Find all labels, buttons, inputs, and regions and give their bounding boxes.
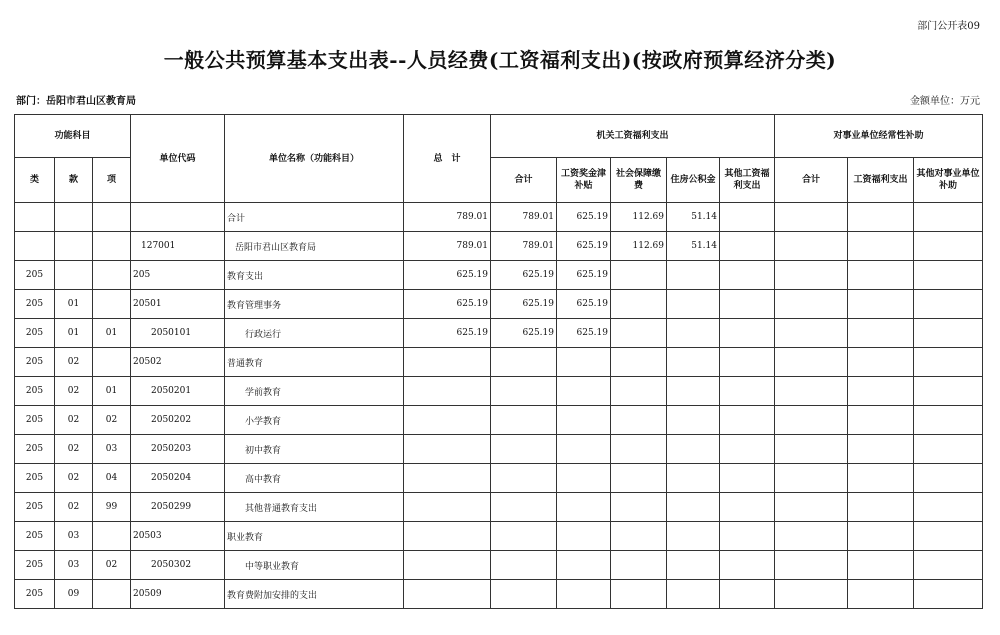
table-row [15, 290, 983, 319]
cell-kuan: 03 [55, 522, 93, 551]
cell-lei: 205 [15, 377, 55, 406]
cell-kuan: 03 [55, 551, 93, 580]
cell-subsidy-wage [848, 406, 914, 435]
cell-kuan: 01 [55, 290, 93, 319]
cell-total: 625.19 [404, 261, 491, 290]
header-subsidy-wage: 工资福利支出 [848, 158, 914, 203]
cell-subsidy-sum [775, 377, 848, 406]
cell-unit-name: 其他普通教育支出 [225, 493, 404, 522]
cell-subsidy-other [914, 551, 983, 580]
cell-subsidy-sum [775, 464, 848, 493]
cell-agency-social [611, 464, 667, 493]
cell-subsidy-other [914, 319, 983, 348]
cell-unit-code: 20509 [131, 580, 225, 609]
table-row [15, 522, 983, 551]
cell-lei: 205 [15, 406, 55, 435]
cell-unit-code: 2050201 [131, 377, 225, 406]
cell-subsidy-other [914, 232, 983, 261]
cell-kuan: 09 [55, 580, 93, 609]
cell-agency-housing: 51.14 [667, 203, 720, 232]
cell-agency-wage [557, 377, 611, 406]
cell-agency-wage [557, 522, 611, 551]
cell-subsidy-other [914, 406, 983, 435]
cell-unit-name: 教育支出 [225, 261, 404, 290]
cell-agency-housing [667, 493, 720, 522]
cell-subsidy-sum [775, 406, 848, 435]
form-number: 部门公开表09 [917, 21, 980, 32]
header-agency-wage: 工资奖金津补贴 [557, 158, 611, 203]
cell-total [404, 406, 491, 435]
cell-agency-housing [667, 435, 720, 464]
table-row [15, 377, 983, 406]
cell-xiang: 02 [93, 551, 131, 580]
cell-agency-wage [557, 580, 611, 609]
cell-total [404, 551, 491, 580]
cell-subsidy-wage [848, 522, 914, 551]
cell-xiang: 01 [93, 319, 131, 348]
cell-total [404, 493, 491, 522]
cell-total [404, 435, 491, 464]
cell-xiang: 02 [93, 406, 131, 435]
cell-agency-sum [491, 493, 557, 522]
cell-agency-wage: 625.19 [557, 319, 611, 348]
cell-agency-other [720, 319, 775, 348]
cell-xiang: 04 [93, 464, 131, 493]
cell-unit-name: 学前教育 [225, 377, 404, 406]
cell-kuan: 02 [55, 348, 93, 377]
header-agency-other: 其他工资福利支出 [720, 158, 775, 203]
budget-table [14, 114, 983, 609]
cell-unit-code: 2050202 [131, 406, 225, 435]
cell-subsidy-sum [775, 290, 848, 319]
table-row [15, 348, 983, 377]
header-agency-housing: 住房公积金 [667, 158, 720, 203]
cell-xiang: 03 [93, 435, 131, 464]
cell-total [404, 580, 491, 609]
cell-agency-housing [667, 551, 720, 580]
cell-subsidy-sum [775, 493, 848, 522]
cell-agency-housing [667, 319, 720, 348]
cell-agency-other [720, 261, 775, 290]
cell-agency-housing [667, 406, 720, 435]
cell-xiang [93, 580, 131, 609]
cell-unit-code: 2050101 [131, 319, 225, 348]
cell-unit-code: 2050299 [131, 493, 225, 522]
cell-agency-sum [491, 377, 557, 406]
cell-subsidy-wage [848, 232, 914, 261]
cell-xiang [93, 348, 131, 377]
cell-lei: 205 [15, 551, 55, 580]
table-row [15, 203, 983, 232]
cell-unit-name: 小学教育 [225, 406, 404, 435]
cell-agency-wage: 625.19 [557, 203, 611, 232]
cell-subsidy-other [914, 261, 983, 290]
cell-subsidy-other [914, 522, 983, 551]
cell-unit-code: 20501 [131, 290, 225, 319]
header-institution-subsidy: 对事业单位经常性补助 [775, 115, 983, 158]
cell-lei [15, 232, 55, 261]
table-row [15, 319, 983, 348]
cell-agency-sum [491, 580, 557, 609]
cell-unit-code: 2050302 [131, 551, 225, 580]
cell-kuan: 02 [55, 435, 93, 464]
cell-agency-other [720, 464, 775, 493]
cell-agency-wage [557, 464, 611, 493]
cell-subsidy-sum [775, 551, 848, 580]
cell-lei: 205 [15, 522, 55, 551]
table-row [15, 232, 983, 261]
header-subsidy-other: 其他对事业单位补助 [914, 158, 983, 203]
cell-agency-sum [491, 348, 557, 377]
cell-agency-social [611, 580, 667, 609]
cell-subsidy-other [914, 348, 983, 377]
cell-unit-name: 初中教育 [225, 435, 404, 464]
header-xiang: 项 [93, 158, 131, 203]
cell-subsidy-sum [775, 348, 848, 377]
table-row [15, 464, 983, 493]
cell-agency-sum: 625.19 [491, 319, 557, 348]
cell-agency-housing: 51.14 [667, 232, 720, 261]
cell-xiang [93, 261, 131, 290]
cell-subsidy-sum [775, 261, 848, 290]
department-label: 部门：岳阳市君山区教育局 [16, 96, 136, 107]
page-title: 一般公共预算基本支出表--人员经费(工资福利支出)(按政府预算经济分类) [163, 48, 837, 72]
cell-subsidy-sum [775, 319, 848, 348]
table-row [15, 551, 983, 580]
cell-unit-name: 合计 [225, 203, 404, 232]
cell-xiang: 99 [93, 493, 131, 522]
cell-total [404, 377, 491, 406]
cell-lei: 205 [15, 435, 55, 464]
cell-subsidy-other [914, 464, 983, 493]
cell-agency-social: 112.69 [611, 203, 667, 232]
cell-xiang [93, 290, 131, 319]
cell-unit-name: 普通教育 [225, 348, 404, 377]
cell-subsidy-wage [848, 580, 914, 609]
header-func-subject: 功能科目 [15, 115, 131, 158]
cell-agency-social [611, 261, 667, 290]
table-row [15, 261, 983, 290]
cell-agency-social [611, 319, 667, 348]
cell-lei [15, 203, 55, 232]
cell-agency-social [611, 406, 667, 435]
header-kuan: 款 [55, 158, 93, 203]
header-unit-name: 单位名称（功能科目） [225, 115, 404, 203]
cell-agency-housing [667, 290, 720, 319]
cell-agency-housing [667, 377, 720, 406]
cell-subsidy-sum [775, 522, 848, 551]
header-unit-code: 单位代码 [131, 115, 225, 203]
cell-agency-other [720, 377, 775, 406]
cell-total [404, 464, 491, 493]
cell-agency-other [720, 551, 775, 580]
cell-agency-other [720, 203, 775, 232]
cell-subsidy-wage [848, 319, 914, 348]
cell-unit-code: 2050204 [131, 464, 225, 493]
cell-agency-sum: 789.01 [491, 232, 557, 261]
cell-subsidy-wage [848, 493, 914, 522]
cell-agency-wage [557, 493, 611, 522]
cell-unit-name: 岳阳市君山区教育局 [225, 232, 404, 261]
cell-agency-other [720, 580, 775, 609]
cell-total: 625.19 [404, 290, 491, 319]
cell-agency-sum [491, 551, 557, 580]
cell-agency-wage: 625.19 [557, 290, 611, 319]
cell-total: 789.01 [404, 203, 491, 232]
amount-unit-label: 金额单位：万元 [910, 96, 980, 107]
cell-unit-name: 职业教育 [225, 522, 404, 551]
cell-agency-other [720, 493, 775, 522]
cell-subsidy-wage [848, 348, 914, 377]
cell-subsidy-other [914, 493, 983, 522]
cell-agency-wage [557, 435, 611, 464]
cell-unit-code: 20503 [131, 522, 225, 551]
header-subsidy-sum: 合计 [775, 158, 848, 203]
cell-kuan [55, 203, 93, 232]
cell-kuan: 02 [55, 377, 93, 406]
cell-agency-other [720, 435, 775, 464]
cell-agency-sum: 789.01 [491, 203, 557, 232]
cell-agency-other [720, 406, 775, 435]
cell-subsidy-other [914, 290, 983, 319]
cell-agency-other [720, 522, 775, 551]
table-row [15, 406, 983, 435]
cell-agency-housing [667, 464, 720, 493]
header-total: 总 计 [404, 115, 491, 203]
cell-subsidy-wage [848, 203, 914, 232]
cell-agency-sum: 625.19 [491, 290, 557, 319]
table-row [15, 493, 983, 522]
cell-subsidy-wage [848, 464, 914, 493]
cell-agency-sum [491, 522, 557, 551]
cell-subsidy-other [914, 580, 983, 609]
cell-unit-code: 127001 [131, 232, 225, 261]
cell-agency-social: 112.69 [611, 232, 667, 261]
cell-agency-housing [667, 261, 720, 290]
cell-agency-wage: 625.19 [557, 232, 611, 261]
cell-xiang: 01 [93, 377, 131, 406]
cell-agency-social [611, 290, 667, 319]
cell-total [404, 522, 491, 551]
cell-kuan: 02 [55, 493, 93, 522]
cell-agency-other [720, 348, 775, 377]
cell-agency-other [720, 232, 775, 261]
cell-subsidy-wage [848, 551, 914, 580]
cell-lei: 205 [15, 261, 55, 290]
cell-agency-housing [667, 580, 720, 609]
table-row [15, 580, 983, 609]
cell-subsidy-other [914, 203, 983, 232]
cell-total: 789.01 [404, 232, 491, 261]
cell-subsidy-sum [775, 232, 848, 261]
cell-subsidy-sum [775, 435, 848, 464]
cell-agency-social [611, 493, 667, 522]
cell-subsidy-sum [775, 203, 848, 232]
cell-agency-housing [667, 522, 720, 551]
cell-subsidy-sum [775, 580, 848, 609]
cell-agency-other [720, 290, 775, 319]
cell-unit-name: 中等职业教育 [225, 551, 404, 580]
cell-subsidy-other [914, 377, 983, 406]
cell-total [404, 348, 491, 377]
cell-lei: 205 [15, 580, 55, 609]
header-agency-wage-welfare: 机关工资福利支出 [491, 115, 775, 158]
cell-agency-sum [491, 435, 557, 464]
cell-subsidy-wage [848, 261, 914, 290]
cell-agency-sum [491, 406, 557, 435]
cell-agency-social [611, 551, 667, 580]
cell-subsidy-wage [848, 377, 914, 406]
cell-kuan [55, 232, 93, 261]
cell-unit-code: 205 [131, 261, 225, 290]
cell-agency-wage: 625.19 [557, 261, 611, 290]
cell-subsidy-wage [848, 435, 914, 464]
table-row [15, 435, 983, 464]
cell-agency-social [611, 435, 667, 464]
cell-agency-social [611, 522, 667, 551]
cell-xiang [93, 232, 131, 261]
cell-agency-social [611, 377, 667, 406]
cell-agency-housing [667, 348, 720, 377]
cell-unit-name: 教育费附加安排的支出 [225, 580, 404, 609]
cell-unit-code: 2050203 [131, 435, 225, 464]
cell-kuan: 02 [55, 464, 93, 493]
cell-agency-sum [491, 464, 557, 493]
cell-kuan: 01 [55, 319, 93, 348]
cell-total: 625.19 [404, 319, 491, 348]
header-agency-social: 社会保障缴费 [611, 158, 667, 203]
cell-kuan: 02 [55, 406, 93, 435]
cell-agency-wage [557, 406, 611, 435]
cell-lei: 205 [15, 319, 55, 348]
cell-agency-social [611, 348, 667, 377]
cell-xiang [93, 522, 131, 551]
cell-agency-sum: 625.19 [491, 261, 557, 290]
header-lei: 类 [15, 158, 55, 203]
cell-agency-wage [557, 551, 611, 580]
cell-unit-name: 高中教育 [225, 464, 404, 493]
cell-unit-name: 教育管理事务 [225, 290, 404, 319]
cell-lei: 205 [15, 348, 55, 377]
cell-lei: 205 [15, 493, 55, 522]
cell-unit-code: 20502 [131, 348, 225, 377]
cell-xiang [93, 203, 131, 232]
cell-unit-name: 行政运行 [225, 319, 404, 348]
cell-kuan [55, 261, 93, 290]
cell-subsidy-wage [848, 290, 914, 319]
header-agency-sum: 合计 [491, 158, 557, 203]
cell-lei: 205 [15, 464, 55, 493]
cell-lei: 205 [15, 290, 55, 319]
cell-agency-wage [557, 348, 611, 377]
cell-unit-code [131, 203, 225, 232]
cell-subsidy-other [914, 435, 983, 464]
